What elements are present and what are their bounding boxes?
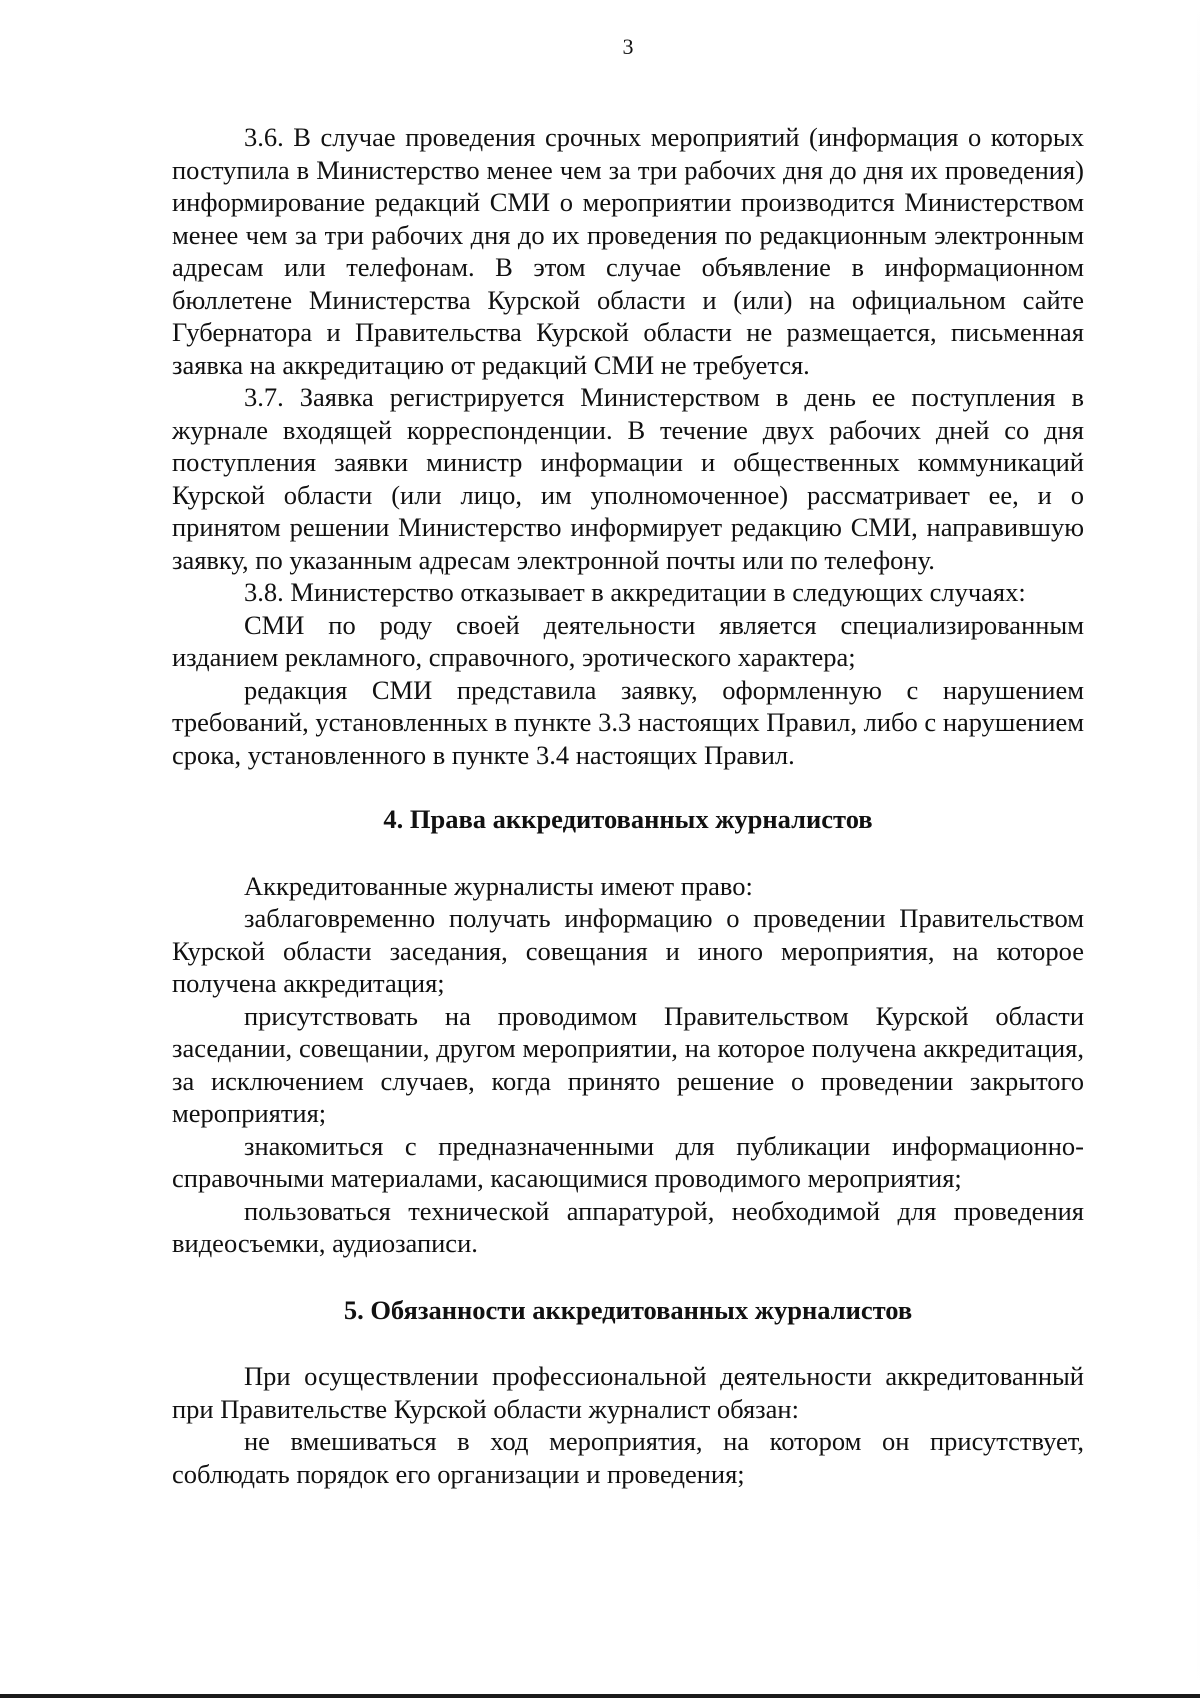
paragraph-3-8: 3.8. Министерство отказывает в аккредитации в следующих случаях: <box>244 577 1026 607</box>
duty-1: не вмешиваться в ход мероприятия, на котором он присутствует, соблюдать порядок его организации и проведения; <box>172 1426 1084 1489</box>
page-number: 3 <box>622 34 634 59</box>
right-3: знакомиться с предназначенными для публикации информационно-справочными материалами, касающимися проводимого мероприятия; <box>172 1130 1084 1193</box>
section-4-intro: Аккредитованные журналисты имеют право: <box>244 870 753 901</box>
document-body <box>172 121 1084 1490</box>
scan-edge-bottom <box>0 1694 1200 1698</box>
right-4: пользоваться технической аппаратурой, необходимой для проведения видеосъемки, аудиозаписи. <box>172 1195 1084 1258</box>
paragraph-3-7: 3.7. Заявка регистрируется Министерством в день ее поступления в журнале входящей корреспонденции. В течение двух рабочих дней со дня поступления заявки министр информации и общественных коммуникаций Курской области (или лицо, им уполномоченное) рассматривает ее, и о принятом решении Министерство информирует редакцию СМИ, направившую заявку, по указанным адресам электронной почты или по телефону. <box>172 382 1084 575</box>
refusal-reason-1: СМИ по роду своей деятельности является специализированным изданием рекламного, справочного, эротического характера; <box>172 609 1084 672</box>
section-4-heading: 4. Права аккредитованных журналистов <box>383 804 873 834</box>
section-5-heading: 5. Обязанности аккредитованных журналистов <box>343 1294 913 1325</box>
right-1: заблаговременно получать информацию о проведении Правительством Курской области заседания, совещания и иного мероприятия, на которое получена аккредитация; <box>172 903 1084 998</box>
section-5-intro: При осуществлении профессиональной деятельности аккредитованный при Правительстве Курской области журналист обязан: <box>172 1361 1084 1424</box>
right-2: присутствовать на проводимом Правительством Курской области заседании, совещании, другом мероприятии, на которое получена аккредитация, за исключением случаев, когда принято решение о проведении закрытого мероприятия; <box>172 1000 1084 1128</box>
refusal-reason-2: редакция СМИ представила заявку, оформленную с нарушением требований, установленных в пункте 3.3 настоящих Правил, либо с нарушением срока, установленного в пункте 3.4 настоящих Правил. <box>172 674 1084 770</box>
paragraph-3-6: 3.6. В случае проведения срочных мероприятий (информация о которых поступила в Министерство менее чем за три рабочих дня до дня их проведения) информирование редакций СМИ о мероприятии производится Министерством менее чем за три рабочих дня до их проведения по редакционным электронным адресам или телефонам. В этом случае объявление в информационном бюллетене Министерства Курской области и (или) на официальном сайте Губернатора и Правительства Курской области не размещается, письменная заявка на аккредитацию от редакций СМИ не требуется. <box>172 122 1084 380</box>
